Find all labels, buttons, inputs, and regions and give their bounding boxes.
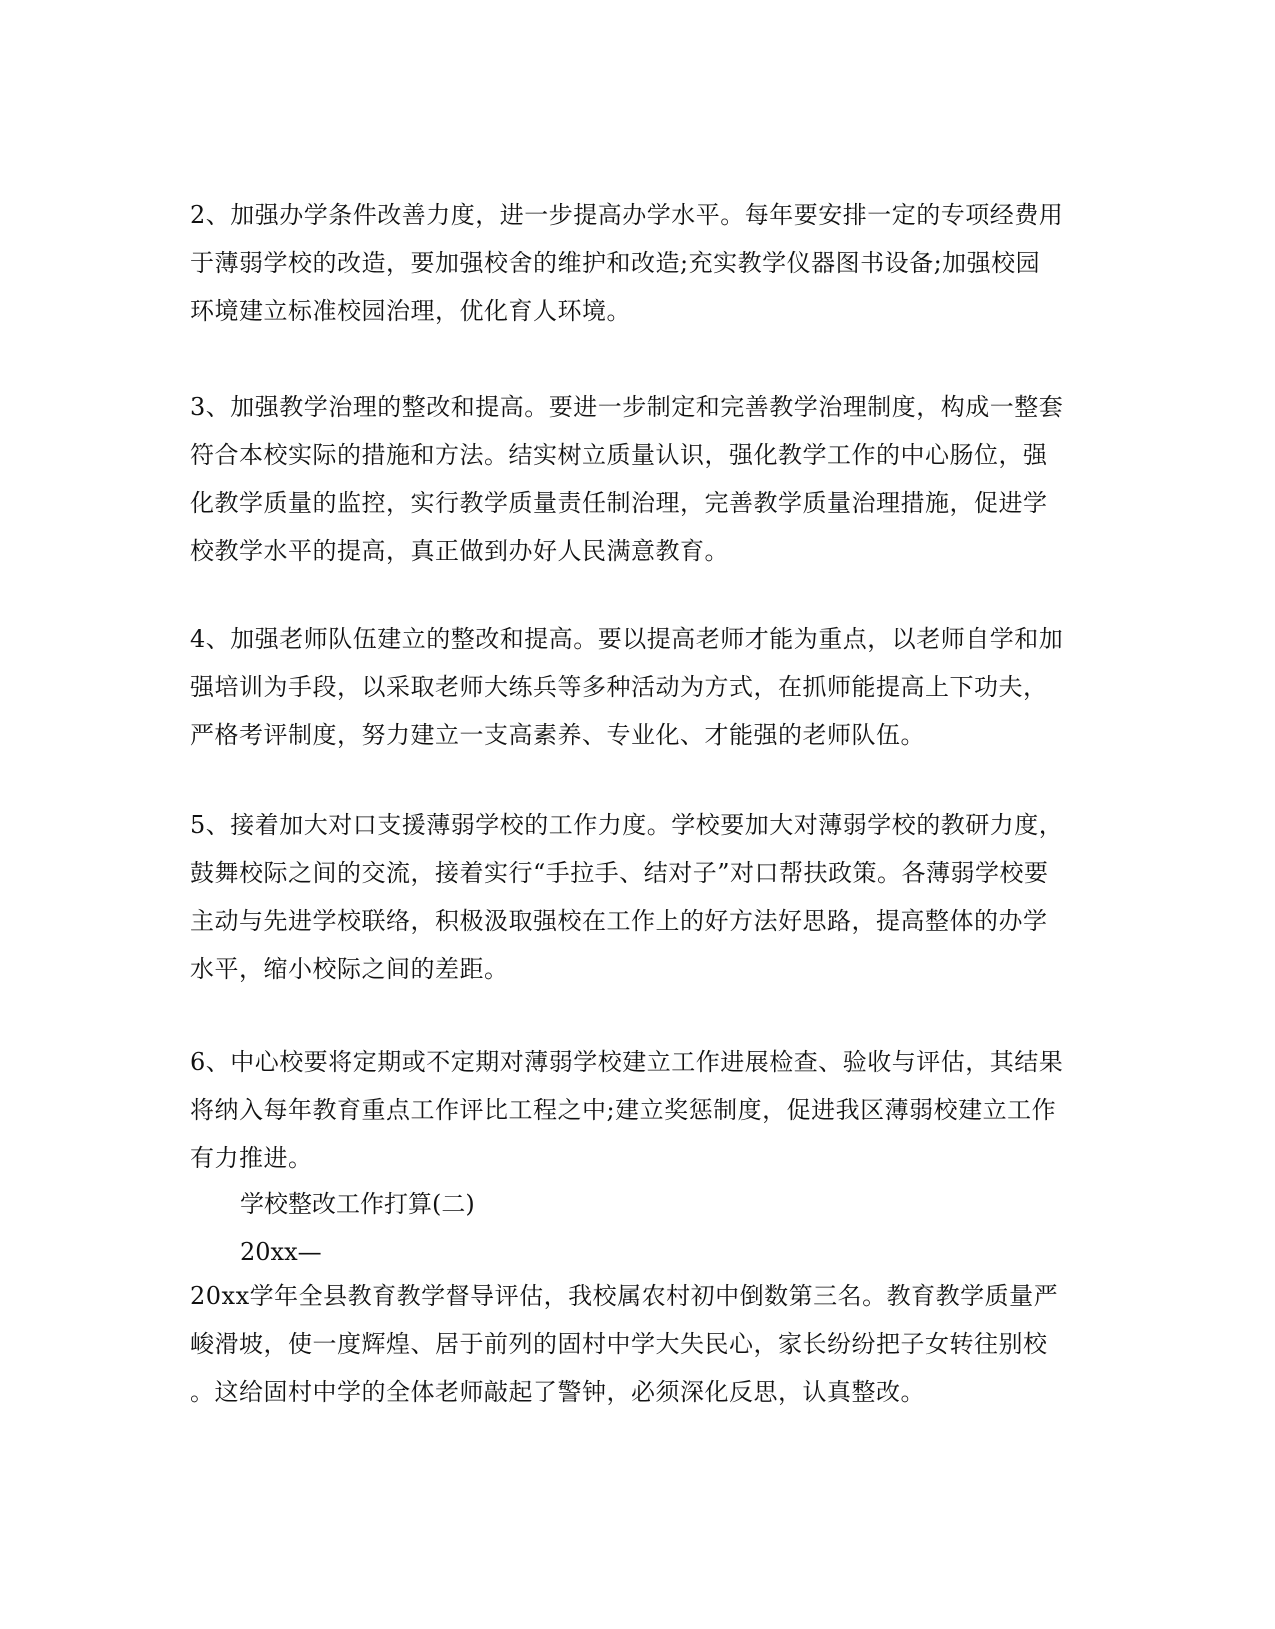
paragraph-2: [190, 191, 1070, 335]
paragraph-line: 5、接着加大对口支援薄弱学校的工作力度。学校要加大对薄弱学校的教研力度，: [190, 811, 1064, 839]
paragraph-line: 20xx学年全县教育教学督导评估，我校属农村初中倒数第三名。教育教学质量严: [190, 1282, 1059, 1310]
paragraph-line: 于薄弱学校的改造，要加强校舍的维护和改造;充实教学仪器图书设备;加强校园: [190, 249, 1041, 277]
paragraph-line: 校教学水平的提高，真正做到办好人民满意教育。: [190, 537, 729, 565]
paragraph-line: 符合本校实际的措施和方法。结实树立质量认识，强化教学工作的中心肠位，强: [190, 441, 1048, 469]
paragraph-line: 4、加强老师队伍建立的整改和提高。要以提高老师才能为重点，以老师自学和加: [190, 625, 1064, 653]
paragraph-line: 水平，缩小校际之间的差距。: [190, 955, 509, 983]
paragraph-line: 。这给固村中学的全体老师敲起了警钟，必须深化反思，认真整改。: [190, 1378, 925, 1406]
paragraph-line: 将纳入每年教育重点工作评比工程之中;建立奖惩制度，促进我区薄弱校建立工作: [190, 1096, 1057, 1124]
paragraph-line: 环境建立标准校园治理，优化育人环境。: [190, 297, 631, 325]
paragraph-line: 3、加强教学治理的整改和提高。要进一步制定和完善教学治理制度，构成一整套: [190, 393, 1064, 421]
paragraph-line: 2、加强办学条件改善力度，进一步提高办学水平。每年要安排一定的专项经费用: [190, 201, 1064, 229]
paragraph-line: 强培训为手段，以采取老师大练兵等多种活动为方式，在抓师能提高上下功夫，: [190, 673, 1048, 701]
paragraph-line: 化教学质量的监控，实行教学质量责任制治理，完善教学质量治理措施，促进学: [190, 489, 1048, 517]
paragraph-6: [190, 1038, 1070, 1182]
paragraph-line: 主动与先进学校联络，积极汲取强校在工作上的好方法好思路，提高整体的办学: [190, 907, 1048, 935]
paragraph-line: 峻滑坡，使一度辉煌、居于前列的固村中学大失民心，家长纷纷把子女转往别校: [190, 1330, 1048, 1358]
section-title: 学校整改工作打算(二): [240, 1190, 475, 1218]
paragraph-line: 有力推进。: [190, 1144, 313, 1172]
paragraph-line: 严格考评制度，努力建立一支高素养、专业化、才能强的老师队伍。: [190, 721, 925, 749]
paragraph-line: 鼓舞校际之间的交流，接着实行“手拉手、结对子”对口帮扶政策。各薄弱学校要: [190, 859, 1049, 887]
paragraph-5: [190, 801, 1070, 993]
paragraph-3: [190, 383, 1070, 575]
year-range-start: 20xx—: [240, 1238, 322, 1266]
closing-paragraph: [190, 1272, 1070, 1416]
paragraph-4: [190, 615, 1070, 759]
paragraph-line: 6、中心校要将定期或不定期对薄弱学校建立工作进展检查、验收与评估，其结果: [190, 1048, 1064, 1076]
